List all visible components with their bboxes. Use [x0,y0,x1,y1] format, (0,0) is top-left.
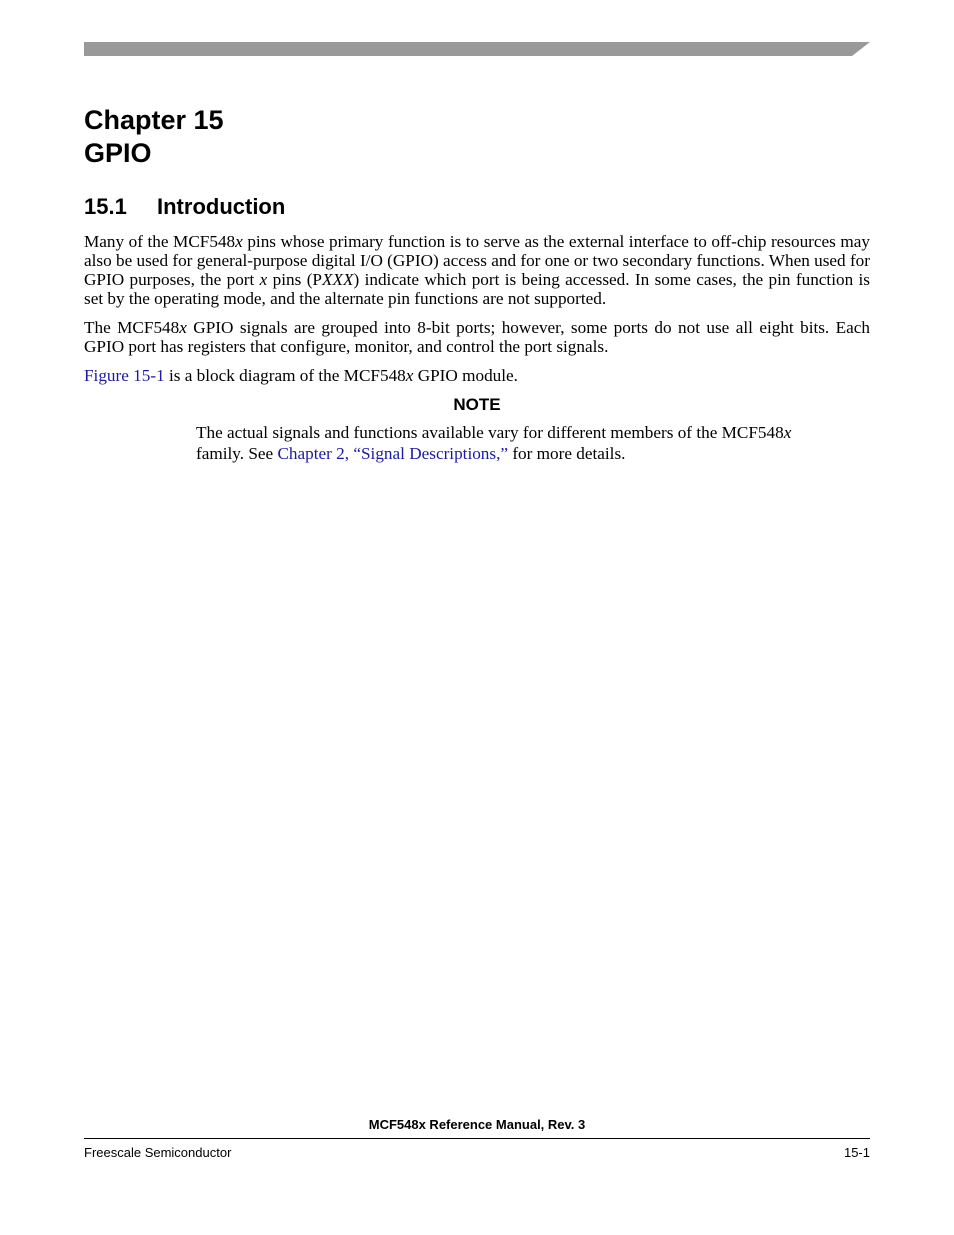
header-bar [84,42,870,56]
intro-paragraph-3 [84,366,870,385]
text-run: is a block diagram of the MCF548 [164,366,406,385]
italic-run: x [259,270,268,289]
italic-run: x [405,366,414,385]
text-run: GPIO signals are grouped into 8-bit ports; however, some ports do not use all eight bits. Each GPIO port has registers that configure, monitor, and control the port signals. [84,318,870,356]
footer-manual-title: MCF548x Reference Manual, Rev. 3 [368,1117,586,1132]
text-run: family. See [196,444,278,463]
text-run: Many of the MCF548 [84,232,236,251]
text-run: for more details. [508,444,626,463]
chapter-title: GPIO [84,138,152,168]
section-title: Introduction [157,194,286,219]
text-run: The actual signals and functions available vary for different members of the MCF548 [196,423,784,442]
figure-15-1-link[interactable]: Figure 15-1 [84,366,165,385]
text-run: The MCF548 [84,318,180,337]
note-title: NOTE [453,395,501,414]
intro-paragraph-1 [84,232,870,308]
italic-run: x [783,423,792,442]
text-run: pins whose primary function is to serve as the external interface to off-chip resources may also be used for general-purpose digital I/O (GPIO) access and for one or two secondary functions. When used for GPIO purposes, the port [84,232,870,289]
italic-run: XXX [321,270,354,289]
chapter-heading [84,104,224,170]
section-heading [84,193,285,221]
footer-page-number: 15-1 [843,1145,870,1160]
note-body [196,422,796,464]
text-run: pins (P [267,270,322,289]
footer-divider [84,1138,870,1139]
footer-company: Freescale Semiconductor [84,1145,232,1160]
chapter-2-link[interactable]: Chapter 2, “Signal Descriptions,” [277,444,509,463]
header-bar-shape [84,42,870,56]
intro-paragraph-2 [84,318,870,356]
italic-run: x [179,318,187,337]
italic-run: x [235,232,243,251]
text-run: GPIO module. [413,366,518,385]
section-number: 15.1 [84,194,127,219]
text-run: ) indicate which port is being accessed. In some cases, the pin function is set by the operating mode, and the alternate pin functions are not supported. [84,270,870,308]
chapter-number: Chapter 15 [84,105,224,135]
